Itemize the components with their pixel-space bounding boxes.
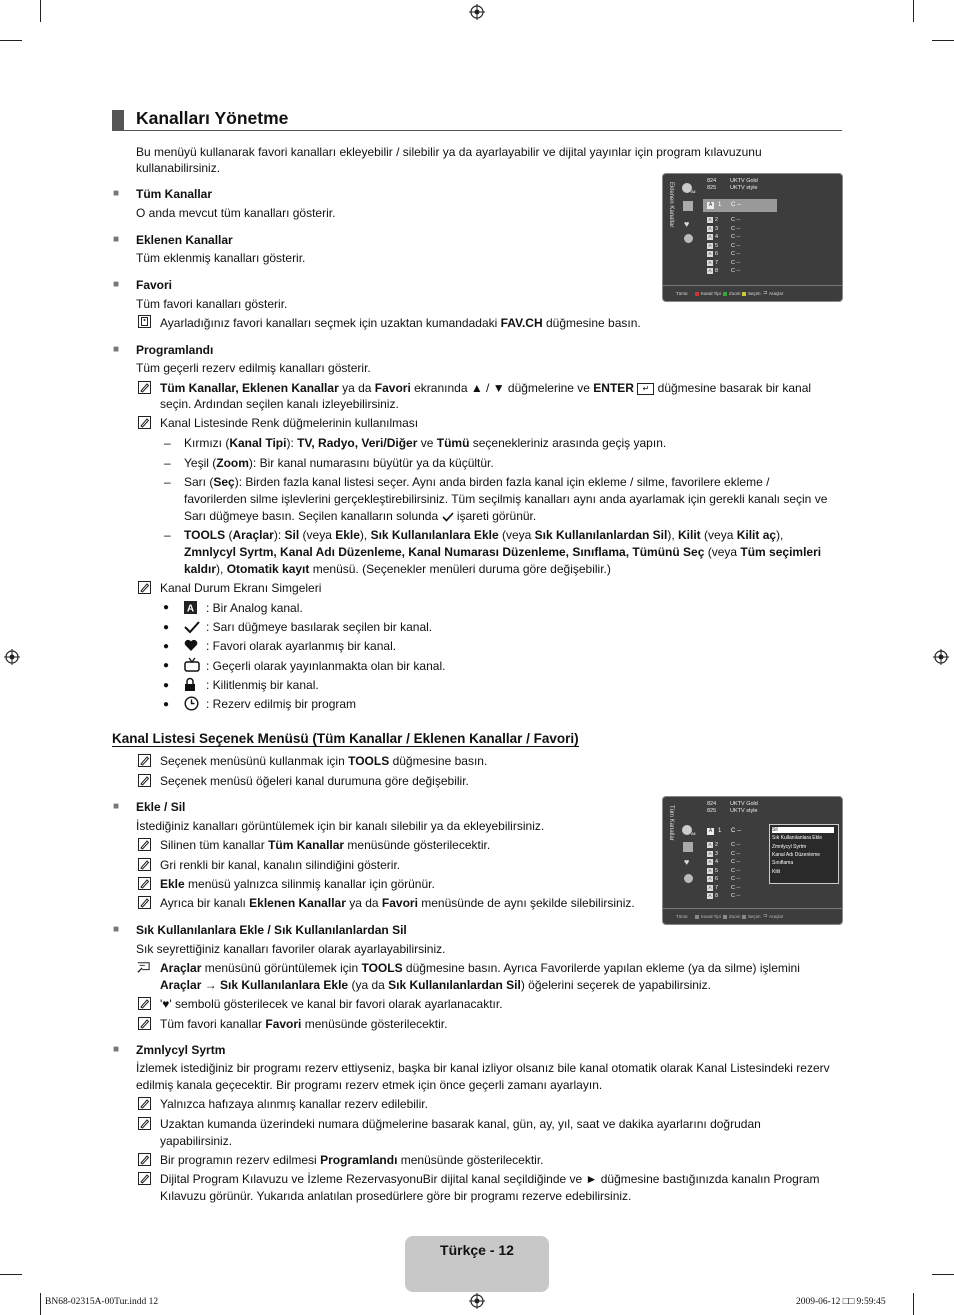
channel-row-label: C -- bbox=[731, 259, 741, 266]
channel-row-number: 7 bbox=[715, 884, 719, 891]
icon-desc-selected: : Sarı düğmeye basılarak seçilen bir kanal. bbox=[206, 620, 433, 634]
channel-row-label: C -- bbox=[731, 859, 741, 865]
selected-channel-num: 1 bbox=[718, 202, 722, 208]
analog-channel-icon: A bbox=[708, 884, 712, 890]
channel-row-number: 7 bbox=[715, 259, 719, 266]
footer-secim: Seçim bbox=[748, 291, 761, 296]
bullet-square: ■ bbox=[113, 801, 120, 812]
channel-row-number: 4 bbox=[715, 859, 719, 865]
channel-825: 825 bbox=[707, 808, 717, 814]
tools-menu-item[interactable]: Sınıflama bbox=[772, 860, 794, 867]
note-icon bbox=[138, 381, 151, 394]
note-icon bbox=[138, 1017, 151, 1030]
clock-icon bbox=[684, 234, 693, 243]
analog-channel-icon: A bbox=[708, 876, 712, 881]
red-button-icon bbox=[695, 292, 699, 296]
screen-divider bbox=[663, 908, 842, 909]
tools-menu[interactable] bbox=[769, 824, 839, 884]
footer-date: 2009-06-12 □□ 9:59:45 bbox=[796, 1297, 886, 1307]
check-icon bbox=[184, 620, 200, 634]
footer-kanal-tipi: Kanal Tipi bbox=[701, 914, 721, 919]
footer-araclar: Araçlar bbox=[769, 914, 784, 919]
text-programlandi: Tüm geçerli rezerv edilmiş kanalları gösterir. bbox=[136, 361, 371, 375]
remote-note-icon bbox=[138, 315, 151, 328]
tv-screen-eklenen bbox=[662, 173, 843, 302]
channel-row-number: 2 bbox=[715, 217, 719, 223]
selected-channel-label: C -- bbox=[731, 202, 741, 208]
channel-row-label: C -- bbox=[731, 242, 741, 249]
title-bar-marker bbox=[112, 110, 124, 130]
channel-824: 824 bbox=[707, 178, 717, 184]
analog-channel-icon: A bbox=[708, 893, 712, 898]
heart-icon: ♥ bbox=[162, 997, 170, 1011]
analog-channel-icon: A bbox=[708, 234, 712, 239]
analog-channel-icon: A bbox=[708, 842, 712, 847]
check-icon bbox=[442, 512, 454, 522]
text-ekle-sil: İstediğiniz kanalları görüntülemek için bir kanalı silebilir ya da ekleyebilirsiniz. bbox=[136, 819, 545, 833]
analog-channel-icon: A bbox=[708, 259, 712, 265]
note-icon bbox=[138, 1097, 151, 1110]
analog-channel-icon: A bbox=[708, 859, 712, 864]
dash: – bbox=[164, 475, 171, 489]
note-options-2: Seçenek menüsü öğeleri kanal durumuna göre değişebilir. bbox=[160, 774, 469, 788]
tools-icon bbox=[137, 961, 150, 974]
all-label: All bbox=[691, 831, 696, 836]
footer-zoom: Zoom bbox=[729, 914, 741, 919]
note-sik-1b: Araçlar → Sık Kullanılanlara Ekle (ya da Sık Kullanılanlardan Sil) öğelerini seçerek de yapabilirsiniz. bbox=[160, 978, 711, 992]
text-favori: Tüm favori kanalları gösterir. bbox=[136, 297, 288, 311]
note-zmn-4: Dijital Program Kılavuzu ve İzleme RezervasyonuBir dijital kanal seçildiğinde ve ► düğmesine bastığınızda kanalın Program bbox=[160, 1172, 820, 1186]
text-eklenen: Tüm eklenmiş kanalları gösterir. bbox=[136, 251, 306, 265]
dash-item-sari-2: favorilerden silme işlevlerini gerçekleştirebilirsiniz. Tüm seçilmiş kanalları aynı anda ayarlamak için gerekli kanalı seçin ve bbox=[184, 492, 828, 506]
green-button-icon bbox=[723, 292, 727, 296]
dash-item-sari: Sarı (Seç): Birden fazla kanal listesi seçer. Aynı anda birden fazla kanal için ekleme / silme, favorilere ekleme / bbox=[184, 475, 770, 489]
heart-icon bbox=[184, 639, 198, 652]
dash-item-kirmizi: Kırmızı (Kanal Tipi): TV, Radyo, Veri/Diğer ve Tümü seçenekleriniz arasında geçiş yapın. bbox=[184, 436, 667, 450]
green-button-icon bbox=[723, 915, 727, 919]
note-zmn-2b: yapabilirsiniz. bbox=[160, 1134, 233, 1148]
channel-row-number: 4 bbox=[715, 234, 719, 240]
note-icon bbox=[138, 1117, 151, 1130]
tv-broadcast-icon bbox=[184, 657, 200, 672]
page-title: Kanalları Yönetme bbox=[136, 108, 289, 128]
all-label: All bbox=[691, 189, 696, 194]
note-icon bbox=[138, 896, 151, 909]
registration-mark-icon bbox=[469, 1293, 485, 1309]
analog-channel-icon: A bbox=[708, 251, 712, 256]
screen-side-label: Eklenen Kanallar bbox=[668, 182, 674, 228]
channel-row-label: C -- bbox=[731, 225, 741, 232]
note-prog-3: Kanal Durum Ekranı Simgeleri bbox=[160, 581, 322, 595]
dash: – bbox=[164, 528, 171, 542]
channel-row-label: C -- bbox=[731, 842, 741, 848]
text-zmn-1: İzlemek istediğiniz bir programı rezerv ettiyseniz, başka bir kanal izliyor olsanız bile kanal otomatik olarak Kanal Listesindeki rezerv bbox=[136, 1061, 830, 1075]
note-prog-1: Tüm Kanallar, Eklenen Kanallar ya da Favori ekranında ▲ / ▼ düğmelerine ve ENTER ↵ düğmesine basarak bir kanal bbox=[160, 381, 812, 395]
note-ekle-4: Ayrıca bir kanalı Eklenen Kanallar ya da Favori menüsünde de aynı şekilde silebilirsiniz. bbox=[160, 896, 635, 910]
title-rule bbox=[112, 130, 842, 131]
red-button-icon bbox=[695, 915, 699, 919]
channel-row-number: 6 bbox=[715, 251, 719, 257]
icon-desc-analog: : Bir Analog kanal. bbox=[206, 601, 303, 615]
dash-item-yesil: Yeşil (Zoom): Bir kanal numarasını büyütür ya da küçültür. bbox=[184, 456, 494, 470]
channel-row-label: C -- bbox=[731, 850, 741, 857]
heading-ekle-sil: Ekle / Sil bbox=[136, 800, 186, 814]
heading-tum-kanallar: Tüm Kanallar bbox=[136, 187, 213, 201]
tv-screen-tum-kanallar bbox=[662, 796, 843, 925]
dash-item-tools: TOOLS (Araçlar): Sil (veya Ekle), Sık Kullanılanlara Ekle (veya Sık Kullanılanlardan Sil), Kilit (veya Kilit aç), bbox=[184, 528, 784, 542]
bullet-square: ■ bbox=[113, 924, 120, 935]
added-channels-icon bbox=[683, 842, 693, 852]
icon-desc-current: : Geçerli olarak yayınlanmakta olan bir kanal. bbox=[206, 659, 446, 673]
tools-menu-item[interactable]: Sil bbox=[772, 827, 834, 833]
note-zmn-3: Bir programın rezerv edilmesi Programlandı menüsünde gösterilecektir. bbox=[160, 1153, 544, 1167]
tools-menu-item[interactable]: Kilit bbox=[772, 868, 781, 875]
channel-row-number: 3 bbox=[715, 225, 719, 232]
channel-row-number: 8 bbox=[715, 268, 719, 274]
note-favori: Ayarladığınız favori kanalları seçmek için uzaktan kumandadaki FAV.CH düğmesine basın. bbox=[160, 316, 641, 330]
lock-icon bbox=[184, 677, 196, 692]
channel-825: 825 bbox=[707, 185, 717, 191]
channel-row-number: 3 bbox=[715, 850, 719, 857]
registration-mark-icon bbox=[933, 649, 949, 665]
analog-channel-icon: A bbox=[708, 850, 712, 856]
bullet-square: ■ bbox=[113, 1044, 120, 1055]
note-ekle-2: Gri renkli bir kanal, kanalın silindiğini gösterir. bbox=[160, 858, 401, 872]
tools-menu-item[interactable]: Kanal Adı Düzenleme bbox=[772, 851, 821, 858]
note-ekle-3: Ekle menüsü yalnızca silinmiş kanallar için görünür. bbox=[160, 877, 435, 891]
dash: – bbox=[164, 436, 171, 450]
screen-divider bbox=[663, 285, 842, 286]
bullet-dot: ● bbox=[163, 602, 170, 613]
footer-kanal-tipi: Kanal Tipi bbox=[701, 291, 721, 296]
channel-row-number: 8 bbox=[715, 893, 719, 899]
note-ekle-1: Silinen tüm kanallar Tüm Kanallar menüsünde gösterilecektir. bbox=[160, 838, 491, 852]
tools-menu-item[interactable]: Zmnlycyl Syrtm bbox=[772, 843, 807, 850]
bullet-dot: ● bbox=[163, 641, 170, 652]
channel-row-label: C -- bbox=[731, 876, 741, 882]
bullet-dot: ● bbox=[163, 699, 170, 710]
note-icon bbox=[138, 877, 151, 890]
footer-secim: Seçim bbox=[748, 914, 761, 919]
note-icon bbox=[138, 997, 151, 1010]
yellow-button-icon bbox=[742, 915, 746, 919]
selected-channel-num: 1 bbox=[718, 828, 722, 834]
note-prog-1b: seçin. Ardından seçilen kanalı izleyebilirsiniz. bbox=[160, 397, 399, 411]
tools-icon: ⊐ bbox=[763, 913, 768, 919]
note-icon bbox=[138, 1153, 151, 1166]
section-title-options: Kanal Listesi Seçenek Menüsü (Tüm Kanallar / Eklenen Kanallar / Favori) bbox=[112, 731, 579, 746]
footer-tumu: Tümü bbox=[676, 914, 688, 919]
analog-channel-icon bbox=[184, 601, 197, 614]
note-sik-3: Tüm favori kanallar Favori menüsünde gösterilecektir. bbox=[160, 1017, 448, 1031]
clock-icon bbox=[684, 874, 693, 883]
note-icon bbox=[138, 581, 151, 594]
note-zmn-2: Uzaktan kumanda üzerindeki numara düğmelerine basarak kanal, gün, ay, yıl, saat ve dakika ayarlarını doğrudan bbox=[160, 1117, 761, 1131]
dash-item-tools-3: kaldır), Otomatik kayıt menüsü. (Seçenekler menüleri duruma göre değişebilir.) bbox=[184, 562, 611, 576]
intro-line-2: kullanabilirsiniz. bbox=[136, 161, 221, 175]
analog-channel-icon: A bbox=[708, 268, 712, 273]
heading-programlandi: Programlandı bbox=[136, 343, 214, 357]
channel-row-label: C -- bbox=[731, 867, 741, 874]
heading-favori: Favori bbox=[136, 278, 173, 292]
analog-channel-icon: A bbox=[708, 867, 712, 873]
added-channels-icon bbox=[683, 201, 693, 211]
bullet-dot: ● bbox=[163, 660, 170, 671]
analog-channel-icon: A bbox=[708, 225, 712, 231]
tools-menu-item[interactable]: Sık Kullanılanlara Ekle bbox=[772, 835, 823, 842]
icon-desc-locked: : Kilitlenmiş bir kanal. bbox=[206, 678, 319, 692]
channel-name-825: UKTV style bbox=[730, 185, 758, 191]
channel-row-number: 6 bbox=[715, 876, 719, 882]
bullet-square: ■ bbox=[113, 344, 120, 355]
channel-824: 824 bbox=[707, 801, 717, 807]
dash: – bbox=[164, 456, 171, 470]
heading-eklenen: Eklenen Kanallar bbox=[136, 233, 233, 247]
note-prog-2: Kanal Listesinde Renk düğmelerinin kullanılması bbox=[160, 416, 419, 430]
registration-mark-icon bbox=[4, 649, 20, 665]
heading-zmn: Zmnlycyl Syrtm bbox=[136, 1043, 226, 1057]
note-zmn-1: Yalnızca hafızaya alınmış kanallar rezerv edilebilir. bbox=[160, 1097, 428, 1111]
channel-row-label: C -- bbox=[731, 268, 741, 274]
bullet-square: ■ bbox=[113, 188, 120, 199]
channel-row-number: 5 bbox=[715, 242, 719, 249]
channel-row-label: C -- bbox=[731, 884, 741, 891]
clock-icon bbox=[184, 696, 199, 711]
note-icon bbox=[138, 858, 151, 871]
note-icon bbox=[138, 1172, 151, 1185]
note-icon bbox=[138, 754, 151, 767]
note-sik-1: Araçlar menüsünü görüntülemek için TOOLS düğmesine basın. Ayrıca Favorilerde yapılan ekleme (ya da silme) işlemini bbox=[160, 961, 800, 975]
analog-channel-icon: A bbox=[708, 242, 712, 248]
channel-name-825: UKTV style bbox=[730, 808, 758, 814]
favorite-heart-icon: ♥ bbox=[684, 219, 690, 229]
dash-item-sari-3: Sarı düğmeye basın. Seçilen kanalların solunda işareti görünür. bbox=[184, 509, 537, 523]
footer-zoom: Zoom bbox=[729, 291, 741, 296]
footer-araclar: Araçlar bbox=[769, 291, 784, 296]
channel-row-label: C -- bbox=[731, 217, 741, 223]
channel-row-number: 2 bbox=[715, 842, 719, 848]
channel-row-label: C -- bbox=[731, 251, 741, 257]
screen-side-label: Tüm Kanallar bbox=[668, 805, 674, 841]
dash-item-tools-2: Zmnlycyl Syrtm, Kanal Adı Düzenleme, Kanal Numarası Düzenleme, Sınıflama, Tümünü Seç (veya Tüm seçimleri bbox=[184, 545, 822, 559]
channel-row-label: C -- bbox=[731, 234, 741, 240]
note-options-1: Seçenek menüsünü kullanmak için TOOLS düğmesine basın. bbox=[160, 754, 488, 768]
selected-channel-label: C -- bbox=[731, 828, 741, 834]
intro-line-1: Bu menüyü kullanarak favori kanalları ekleyebilir / silebilir ya da ayarlayabilir ve dijital yayınlar için program kılavuzunu bbox=[136, 145, 762, 159]
bullet-square: ■ bbox=[113, 279, 120, 290]
tools-icon: ⊐ bbox=[763, 290, 768, 296]
footer-page-label: Türkçe - 12 bbox=[440, 1242, 514, 1258]
text-zmn-2: edilmiş kanala geçecektir. Bir programı rezerv etmek için önce geçerli zamanı ayarlayın. bbox=[136, 1078, 603, 1092]
yellow-button-icon bbox=[742, 292, 746, 296]
channel-name-824: UKTV Gold bbox=[730, 178, 758, 184]
channel-row-label: C -- bbox=[731, 893, 741, 899]
footer-tumu: Tümü bbox=[676, 291, 688, 296]
text-sik: Sık seyrettiğiniz kanalları favoriler olarak ayarlayabilirsiniz. bbox=[136, 942, 446, 956]
note-zmn-4b: Kılavuzu görünür. Yukarıda anlatılan prosedürlere göre bir programı rezerve edebilirsiniz. bbox=[160, 1189, 632, 1203]
analog-channel-icon: A bbox=[708, 202, 713, 208]
icon-desc-favori: : Favori olarak ayarlanmış bir kanal. bbox=[206, 639, 397, 653]
enter-key-icon: ↵ bbox=[637, 383, 654, 395]
channel-name-824: UKTV Gold bbox=[730, 801, 758, 807]
footer-filename: BN68-02315A-00Tur.indd 12 bbox=[45, 1297, 159, 1307]
note-icon bbox=[138, 838, 151, 851]
analog-channel-icon: A bbox=[708, 828, 713, 834]
registration-mark-icon bbox=[469, 4, 485, 20]
note-sik-2: '♥' sembolü gösterilecek ve kanal bir favori olarak ayarlanacaktır. bbox=[160, 997, 503, 1011]
text-tum-kanallar: O anda mevcut tüm kanalları gösterir. bbox=[136, 206, 336, 220]
analog-channel-icon: A bbox=[708, 217, 712, 222]
channel-row-number: 5 bbox=[715, 867, 719, 874]
heading-sik: Sık Kullanılanlara Ekle / Sık Kullanılanlardan Sil bbox=[136, 923, 407, 937]
bullet-dot: ● bbox=[163, 680, 170, 691]
bullet-square: ■ bbox=[113, 234, 120, 245]
favorite-heart-icon: ♥ bbox=[684, 857, 690, 867]
icon-desc-reserved: : Rezerv edilmiş bir program bbox=[206, 697, 357, 711]
svg-text:A: A bbox=[186, 603, 195, 614]
note-icon bbox=[138, 774, 151, 787]
note-icon bbox=[138, 416, 151, 429]
bullet-dot: ● bbox=[163, 622, 170, 633]
